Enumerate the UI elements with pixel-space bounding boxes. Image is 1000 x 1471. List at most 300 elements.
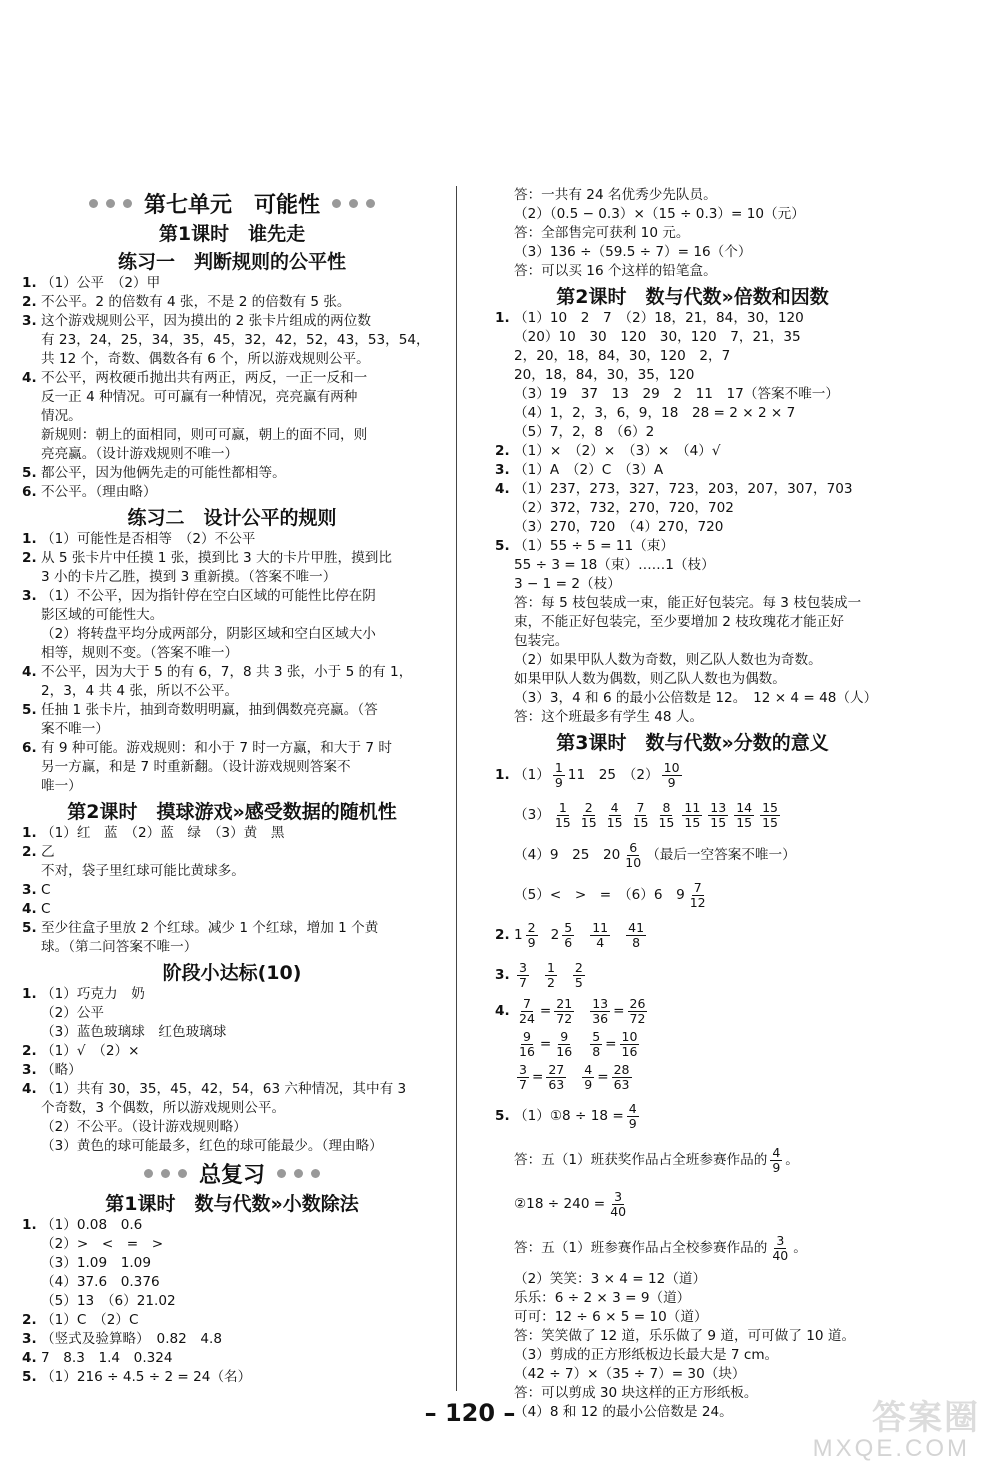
fraction-answer-line (495, 795, 890, 835)
fraction-section (495, 755, 890, 1270)
question-number: 3. (22, 588, 37, 604)
fraction (562, 921, 574, 950)
answer-line (22, 369, 442, 388)
answer-continuation: （2）（0.5 − 0.3）×（15 ÷ 0.3）= 10（元） (514, 206, 805, 222)
answer-text: 答：全部售完可获利 10 元。 (514, 225, 690, 241)
question-number: 3. (22, 1062, 37, 1078)
section-heading: 第2课时 数与代数»倍数和因数 (556, 285, 829, 308)
answer-continuation: （2）笑笑：3 × 4 = 12（道） (514, 1271, 707, 1287)
answer-line (22, 274, 442, 293)
section-heading: 第3课时 数与代数»分数的意义 (556, 731, 829, 754)
unit-title-text: 第七单元 (143, 192, 232, 218)
answer-continuation: （20）10 30 120 30，120 7，21，35 (514, 329, 801, 345)
answer-continuation: （4）8 和 12 的最小公倍数是 24。 (514, 1404, 733, 1420)
answer-line (495, 442, 890, 461)
numerator: 15 (762, 799, 778, 815)
math-text: （1） (514, 767, 550, 783)
numerator: 5 (564, 919, 573, 935)
review-title-text: 总复习 (198, 1162, 265, 1188)
fraction (517, 1063, 529, 1092)
math-text: （1）①8 ÷ 18 = (514, 1108, 624, 1124)
fraction (590, 1030, 602, 1059)
fraction (627, 1102, 639, 1131)
answer-line (22, 1368, 442, 1387)
question-number: 5. (495, 538, 510, 554)
math-text: = (531, 1069, 544, 1085)
numerator: 26 (629, 995, 646, 1011)
fraction (554, 997, 574, 1026)
answer-line (22, 464, 442, 483)
denominator: 15 (632, 814, 649, 830)
numerator: 21 (556, 995, 573, 1011)
denominator: 16 (621, 1043, 638, 1059)
question-number: 1. (22, 1217, 37, 1233)
answer-continuation: 55 ÷ 3 = 18（束）……1（枝） (514, 557, 715, 573)
dot-icon (277, 1169, 286, 1178)
dot-icon (349, 199, 358, 208)
answer-continuation: 反一正 4 种情况。可可赢有一种情况，亮亮赢有两种 (41, 389, 358, 405)
question-number: 2. (495, 443, 510, 459)
answer-continuation: 共 12 个，奇数、偶数各有 6 个，所以游戏规则公平。 (41, 351, 370, 367)
answer-continuation: （3）136 ÷（59.5 ÷ 7）= 16（个） (514, 244, 752, 260)
answer-continuation: （3）19 37 13 29 2 11 17（答案不唯一） (514, 386, 839, 402)
fraction-answer-line (495, 955, 890, 995)
question-number: 4. (22, 1081, 37, 1097)
denominator: 36 (592, 1010, 609, 1026)
fraction-answer-line (495, 1182, 890, 1226)
right-top-section (495, 186, 890, 755)
section-heading: 第1课时 谁先走 (158, 222, 306, 245)
unit-subtitle: 可能性 (254, 192, 321, 218)
answer-continuation: 可可：12 ÷ 6 × 5 = 10（道） (514, 1309, 708, 1325)
answer-continuation: （2）如果甲队人数为奇数，则乙队人数也为奇数。 (514, 652, 822, 668)
math-text: = (539, 1036, 552, 1052)
fraction (631, 801, 651, 830)
answer-text: 都公平，因为他俩先走的可能性都相等。 (41, 465, 286, 481)
decor-dots-icon (89, 199, 132, 208)
answer-line (22, 985, 442, 1004)
answer-continuation: （5）7，2，8 （6）2 (514, 424, 655, 440)
numerator: 27 (548, 1061, 565, 1077)
answer-text: （1）公平 （2）甲 (41, 275, 161, 291)
denominator: 15 (658, 814, 675, 830)
numerator: 3 (519, 1061, 527, 1077)
fraction-answer-line (495, 1061, 890, 1094)
math-text: = (539, 1003, 552, 1019)
question-number: 2. (22, 294, 37, 310)
numerator: 3 (614, 1188, 623, 1204)
math-text: = (613, 1003, 625, 1019)
numerator: 14 (736, 799, 753, 815)
fraction (688, 881, 708, 910)
fraction (656, 801, 676, 830)
answer-continuation: 案不唯一） (41, 721, 109, 737)
answer-line (22, 530, 442, 549)
answer-text: 答：笑笑做了 12 道，乐乐做了 9 道，可可做了 10 道。 (514, 1328, 856, 1344)
fraction (770, 1234, 790, 1263)
denominator: 63 (613, 1076, 630, 1092)
answer-line (22, 900, 442, 919)
numerator: 2 (584, 799, 593, 815)
numerator: 7 (636, 799, 645, 815)
question-number: 6. (22, 740, 37, 756)
fraction (590, 997, 610, 1026)
section-heading: 第2课时 摸球游戏»感受数据的随机性 (67, 800, 397, 823)
unit-title (22, 188, 442, 218)
numerator: 5 (592, 1028, 601, 1044)
answer-line (495, 461, 890, 480)
answer-continuation: 相等，规则不变。（答案不唯一） (41, 645, 239, 661)
math-text: （3） (514, 807, 550, 823)
question-number: 5. (22, 702, 37, 718)
fraction (612, 1063, 632, 1092)
numerator: 7 (522, 995, 531, 1011)
fraction-answer-line (495, 1028, 890, 1061)
answer-continuation: （4）1，2，3，6，9，18 28 = 2 × 2 × 7 (514, 405, 796, 421)
denominator: 7 (519, 1076, 527, 1092)
question-number: 4. (22, 370, 37, 386)
numerator: 41 (628, 919, 645, 935)
denominator: 4 (596, 934, 605, 950)
decor-dots-icon (144, 1169, 187, 1178)
fraction-answer-line (495, 835, 890, 875)
dot-icon (144, 1169, 153, 1178)
answer-text: （1）红 蓝 （2）蓝 绿 （3）黄 黑 (41, 825, 285, 841)
answer-continuation: 2，3，4 共 4 张，所以不公平。 (41, 683, 239, 699)
answer-line (495, 480, 890, 499)
question-number: 5. (495, 1108, 510, 1124)
numerator: 28 (613, 1061, 630, 1077)
denominator: 15 (736, 814, 753, 830)
numerator: 3 (776, 1232, 785, 1248)
fraction (546, 1063, 566, 1092)
answer-continuation: （2）372，732，270，720，702 (514, 500, 734, 516)
decor-dots-icon (277, 1169, 320, 1178)
question-number: 1. (22, 986, 37, 1002)
answer-line (22, 1311, 442, 1330)
denominator: 9 (772, 1159, 781, 1175)
question-number: 1. (22, 531, 37, 547)
answer-continuation: （2）公平 (41, 1005, 105, 1021)
answer-text: 至少往盒子里放 2 个红球。减少 1 个红球，增加 1 个黄 (41, 920, 379, 936)
denominator: 8 (632, 934, 641, 950)
answer-continuation: （5）13 （6）21.02 (41, 1293, 176, 1309)
answer-text: 不公平，两枚硬币抛出共有两正，两反，一正一反和一 (41, 370, 368, 386)
denominator: 63 (548, 1076, 565, 1092)
dot-icon (123, 199, 132, 208)
math-text: （5）< > = （6）6 9 (514, 887, 685, 903)
answer-text: 答：一共有 24 名优秀少先队员。 (514, 187, 717, 203)
fraction-answer-line (495, 1138, 890, 1182)
fraction-answer-line (495, 755, 890, 795)
answer-text: （1）10 2 7 （2）18，21，84，30，120 (514, 310, 804, 326)
fraction (554, 1030, 574, 1059)
math-text: （4）9 25 20 (514, 847, 621, 863)
question-number: 4. (22, 664, 37, 680)
answer-continuation: 亮亮赢。（设计游戏规则不唯一） (41, 446, 239, 462)
answer-continuation: （3）270，720 （4）270，720 (514, 519, 724, 535)
question-number: 5. (22, 465, 37, 481)
numerator: 10 (663, 759, 680, 775)
fraction (605, 801, 625, 830)
numerator: 4 (772, 1144, 781, 1160)
answer-line (22, 1216, 442, 1235)
column-divider (456, 186, 457, 1391)
question-number: 2. (495, 927, 510, 943)
math-text: 1 (514, 927, 523, 943)
section-heading: 第1课时 数与代数»小数除法 (105, 1192, 359, 1215)
answer-line (22, 1042, 442, 1061)
answer-continuation: 影区域的可能性大。 (41, 607, 164, 623)
denominator: 15 (762, 814, 778, 830)
answer-line (22, 919, 442, 938)
answer-text: 有 9 种可能。游戏规则：和小于 7 时一方赢，和大于 7 时 (41, 740, 392, 756)
fraction (545, 961, 557, 990)
math-text: ②18 ÷ 240 = (514, 1196, 606, 1212)
fraction (628, 997, 648, 1026)
answer-continuation: 束，不能正好包装完，至少要增加 2 枝玫瑰花才能正好 (514, 614, 844, 630)
question-number: 1. (22, 825, 37, 841)
question-number: 2. (22, 844, 37, 860)
answer-continuation: 包装完。 (514, 633, 569, 649)
answer-continuation: 如果甲队人数为偶数，则乙队人数也为偶数。 (514, 671, 786, 687)
fraction-answer-line (495, 1094, 890, 1138)
answer-continuation: 有 23，24，25，34，35，45，32，42，52，43，53，54， (41, 332, 430, 348)
left-column (22, 186, 442, 1387)
answer-continuation: 3 小的卡片乙胜，摸到 3 重新摸。（答案不唯一） (41, 569, 337, 585)
denominator: 9 (527, 934, 536, 950)
answer-continuation: 3 − 1 = 2（枝） (514, 576, 621, 592)
answer-conclusion (495, 594, 890, 613)
fraction (682, 801, 702, 830)
fraction (573, 961, 585, 990)
fraction (734, 801, 754, 830)
fraction (608, 1190, 628, 1219)
answer-conclusion (495, 1327, 890, 1346)
answer-line (22, 701, 442, 720)
fraction-answer-line (495, 915, 890, 955)
question-number: 2. (22, 1312, 37, 1328)
answer-continuation: 2，20，18，84，30，120 2，7 (514, 348, 731, 364)
math-text: 11 25 （2） (567, 767, 659, 783)
fraction (517, 997, 537, 1026)
answer-line (22, 1330, 442, 1349)
math-text: 2 (550, 927, 560, 943)
answer-continuation: 情况。 (41, 408, 82, 424)
section-heading: 练习一 判断规则的公平性 (117, 250, 346, 273)
answer-text: C (41, 901, 51, 917)
denominator: 5 (574, 974, 583, 990)
denominator: 9 (554, 774, 563, 790)
denominator: 24 (519, 1010, 535, 1026)
answer-text: 任抽 1 张卡片，抽到奇数明明赢，抽到偶数亮亮赢。（答 (41, 702, 378, 718)
answer-text: 不公平。2 的倍数有 4 张，不是 2 的倍数有 5 张。 (41, 294, 351, 310)
question-number: 1. (495, 310, 510, 326)
answer-text: 答：这个班最多有学生 48 人。 (514, 709, 704, 725)
answer-text: C (41, 882, 51, 898)
dot-icon (89, 199, 98, 208)
numerator: 9 (522, 1028, 531, 1044)
denominator: 72 (629, 1010, 646, 1026)
answer-text: 答：可以剪成 30 块这样的正方形纸板。 (514, 1385, 758, 1401)
fraction (517, 961, 529, 990)
denominator: 15 (580, 814, 597, 830)
denominator: 15 (554, 814, 571, 830)
math-text: （最后一空答案不唯一） (646, 847, 796, 863)
answer-line (22, 881, 442, 900)
dot-icon (294, 1169, 303, 1178)
denominator: 10 (625, 854, 642, 870)
answer-continuation: 乐乐：6 ÷ 2 × 3 = 9（道） (514, 1290, 691, 1306)
denominator: 8 (592, 1043, 601, 1059)
answer-conclusion (495, 186, 890, 205)
answer-continuation: （2）将转盘平均分成两部分，阴影区域和空白区域大小 (41, 626, 376, 642)
fraction (760, 801, 780, 830)
fraction (708, 801, 728, 830)
numerator: 1 (546, 959, 555, 975)
denominator: 40 (772, 1247, 789, 1263)
denominator: 6 (564, 934, 573, 950)
fraction (662, 761, 682, 790)
numerator: 7 (693, 879, 702, 895)
answer-continuation: 唯一） (41, 778, 82, 794)
answer-line (22, 293, 442, 312)
answer-text: （略） (41, 1062, 82, 1078)
question-number: 2. (22, 550, 37, 566)
fraction (626, 921, 646, 950)
watermark-url: MXQE.COM (812, 1435, 970, 1462)
numerator: 11 (684, 799, 701, 815)
answer-line (22, 587, 442, 606)
fraction-answer-line (495, 875, 890, 915)
review-title (22, 1158, 442, 1188)
denominator: 16 (519, 1043, 535, 1059)
denominator: 9 (584, 1076, 593, 1092)
answer-text: 乙 (41, 844, 55, 860)
math-text: = (605, 1036, 617, 1052)
dot-icon (178, 1169, 187, 1178)
answer-text: （1）不公平，因为指针停在空白区域的可能性比停在阴 (41, 588, 376, 604)
answer-text: （竖式及验算略） 0.82 4.8 (41, 1331, 223, 1347)
dot-icon (161, 1169, 170, 1178)
answer-line (22, 824, 442, 843)
numerator: 6 (629, 839, 638, 855)
numerator: 10 (621, 1028, 638, 1044)
math-text: = (597, 1069, 609, 1085)
dot-icon (366, 199, 375, 208)
answer-conclusion (495, 262, 890, 281)
denominator: 72 (556, 1010, 573, 1026)
dot-icon (106, 199, 115, 208)
answer-continuation: （3）蓝色玻璃球 红色玻璃球 (41, 1024, 227, 1040)
question-number: 1. (22, 275, 37, 291)
fraction (553, 761, 565, 790)
answer-text: （1）× （2）× （3）× （4）√ (514, 443, 721, 459)
dot-icon (311, 1169, 320, 1178)
question-number: 3. (495, 462, 510, 478)
answer-text: （1）共有 30，35，45，42，54，63 六种情况，其中有 3 (41, 1081, 407, 1097)
answer-continuation: （3）3，4 和 6 的最小公倍数是 12。 12 × 4 = 48（人） (514, 690, 878, 706)
answer-text: 答：每 5 枝包装成一束，能正好包装完。每 3 枝包装成一 (514, 595, 862, 611)
answer-line (495, 309, 890, 328)
answer-conclusion (495, 708, 890, 727)
answer-continuation: （4）37.6 0.376 (41, 1274, 160, 1290)
denominator: 40 (610, 1203, 627, 1219)
numerator: 13 (592, 995, 609, 1011)
question-number: 3. (22, 313, 37, 329)
answer-continuation: （3）剪成的正方形纸板边长最大是 7 cm。 (514, 1347, 779, 1363)
answer-line (22, 1061, 442, 1080)
answer-text: （1）A （2）C （3）A (514, 462, 664, 478)
section-heading: 练习二 设计公平的规则 (127, 506, 337, 529)
answer-line (22, 483, 442, 502)
answer-text: 不公平。（理由略） (41, 484, 157, 500)
denominator: 2 (546, 974, 555, 990)
answer-line (22, 739, 442, 758)
watermark-logo: 答案圈 (872, 1399, 980, 1437)
answer-continuation: （3）1.09 1.09 (41, 1255, 151, 1271)
denominator: 15 (710, 814, 727, 830)
numerator: 2 (527, 919, 536, 935)
answer-text: （1）√ （2）× (41, 1043, 140, 1059)
question-number: 5. (22, 920, 37, 936)
math-text: 。 (785, 1152, 799, 1168)
answer-text: 从 5 张卡片中任摸 1 张，摸到比 3 大的卡片甲胜，摸到比 (41, 550, 392, 566)
answer-line (22, 843, 442, 862)
math-text: 答：五（1）班参赛作品占全校参赛作品的 (514, 1240, 768, 1256)
fraction (620, 1030, 640, 1059)
answer-line (22, 549, 442, 568)
answer-continuation: 新规则：朝上的面相同，则可可赢，朝上的面不同，则 (41, 427, 368, 443)
fraction (553, 801, 573, 830)
numerator: 11 (592, 919, 609, 935)
numerator: 13 (710, 799, 727, 815)
question-number: 4. (22, 1350, 37, 1366)
denominator: 15 (606, 814, 623, 830)
answer-text: 7 8.3 1.4 0.324 (41, 1350, 173, 1366)
answer-text: （1）巧克力 奶 (41, 986, 145, 1002)
question-number: 2. (22, 1043, 37, 1059)
right-column (495, 186, 890, 1422)
denominator: 7 (519, 974, 527, 990)
answer-text: （1）216 ÷ 4.5 ÷ 2 = 24（名） (41, 1369, 252, 1385)
answer-line (22, 663, 442, 682)
question-number: 3. (22, 882, 37, 898)
answer-text: （1）C （2）C (41, 1312, 139, 1328)
answer-line (22, 1349, 442, 1368)
numerator: 1 (554, 759, 563, 775)
answer-continuation: 球。（第二问答案不唯一） (41, 939, 198, 955)
numerator: 4 (584, 1061, 593, 1077)
question-number: 3. (22, 1331, 37, 1347)
question-number: 1. (495, 767, 510, 783)
answer-continuation: 不对，袋子里红球可能比黄球多。 (41, 863, 245, 879)
answer-continuation: （2）不公平。（设计游戏规则略） (41, 1119, 247, 1135)
question-number: 5. (22, 1369, 37, 1385)
decor-dots-icon (332, 199, 375, 208)
answer-text: 这个游戏规则公平，因为摸出的 2 张卡片组成的两位数 (41, 313, 371, 329)
answer-text: 答：可以买 16 个这样的铅笔盒。 (514, 263, 717, 279)
answer-text: 不公平，因为大于 5 的有 6，7，8 共 3 张，小于 5 的有 1， (41, 664, 413, 680)
answer-conclusion (495, 224, 890, 243)
numerator: 1 (558, 799, 567, 815)
answer-continuation: （3）黄色的球可能最多，红色的球可能最少。（理由略） (41, 1138, 383, 1154)
numerator: 4 (610, 799, 619, 815)
fraction (579, 801, 599, 830)
math-text: 。 (793, 1240, 807, 1256)
answer-text: （1）55 ÷ 5 = 11（束） (514, 538, 674, 554)
numerator: 2 (574, 959, 583, 975)
